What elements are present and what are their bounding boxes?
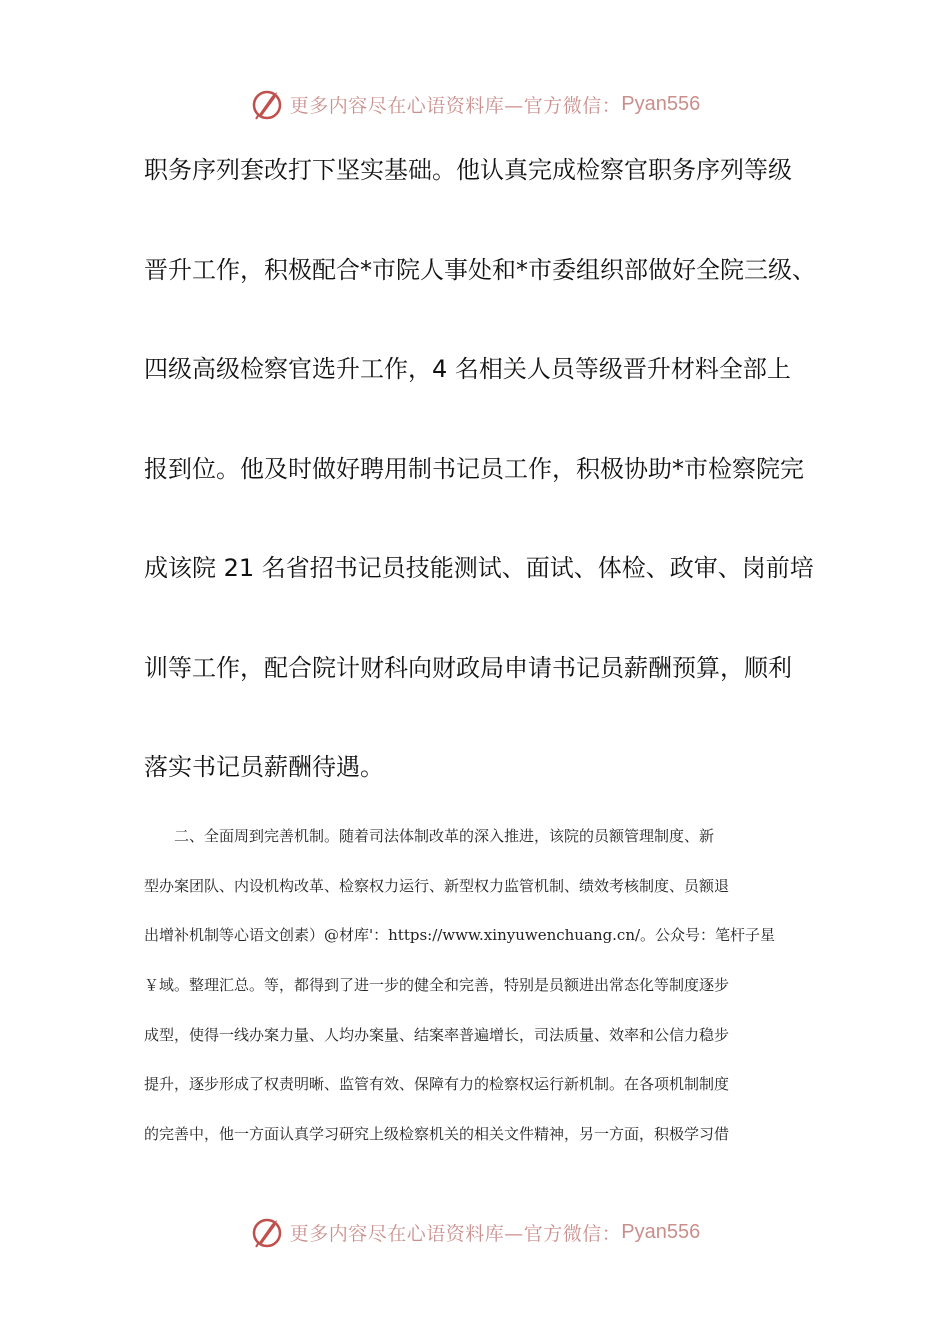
paragraph-line: 提升，逐步形成了权责明晰、监管有效、保障有力的检察权运行新机制。在各项机制制度 [144, 1075, 730, 1093]
paragraph-line: 晋升工作，积极配合*市院人事处和*市委组织部做好全院三级、 [144, 256, 816, 284]
footer-banner [0, 1210, 950, 1254]
paragraph-line: 出增补机制等心语文创素）@材库'：https://www.xinyuwenchuang.cn/。公众号：笔杆子星 [144, 926, 776, 944]
paragraph-line: 成该院 21 名省招书记员技能测试、面试、体检、政审、岗前培 [144, 554, 814, 582]
paragraph-line: 的完善中，他一方面认真学习研究上级检察机关的相关文件精神，另一方面，积极学习借 [144, 1125, 730, 1143]
banner-wechat-id: Pyan556 [621, 92, 701, 115]
paragraph-line: ￥域。整理汇总。等，都得到了进一步的健全和完善，特别是员额进出常态化等制度逐步 [144, 976, 730, 994]
header-banner [0, 82, 950, 126]
paragraph-line: 二、全面周到完善机制。随着司法体制改革的深入推进，该院的员额管理制度、新 [144, 827, 715, 845]
paragraph-line: 型办案团队、内设机构改革、检察权力运行、新型权力监管机制、绩效考核制度、员额退 [144, 877, 730, 895]
paragraph-line: 四级高级检察官选升工作，4 名相关人员等级晋升材料全部上 [144, 355, 791, 383]
paragraph-line: 训等工作，配合院计财科向财政局申请书记员薪酬预算，顺利 [144, 654, 792, 682]
paragraph-line: 报到位。他及时做好聘用制书记员工作，积极协助*市检察院完 [144, 455, 804, 483]
pen-logo-icon [250, 1214, 286, 1250]
banner-wechat-id: Pyan556 [621, 1220, 701, 1243]
paragraph-line: 成型，使得一线办案力量、人均办案量、结案率普遍增长，司法质量、效率和公信力稳步 [144, 1026, 730, 1044]
pen-logo-icon [250, 86, 286, 122]
paragraph-line: 落实书记员薪酬待遇。 [144, 753, 384, 781]
banner-text: 更多内容尽在心语资料库—官方微信： [289, 1222, 622, 1245]
banner-text: 更多内容尽在心语资料库—官方微信： [289, 94, 622, 117]
paragraph-line: 职务序列套改打下坚实基础。他认真完成检察官职务序列等级 [144, 156, 792, 184]
